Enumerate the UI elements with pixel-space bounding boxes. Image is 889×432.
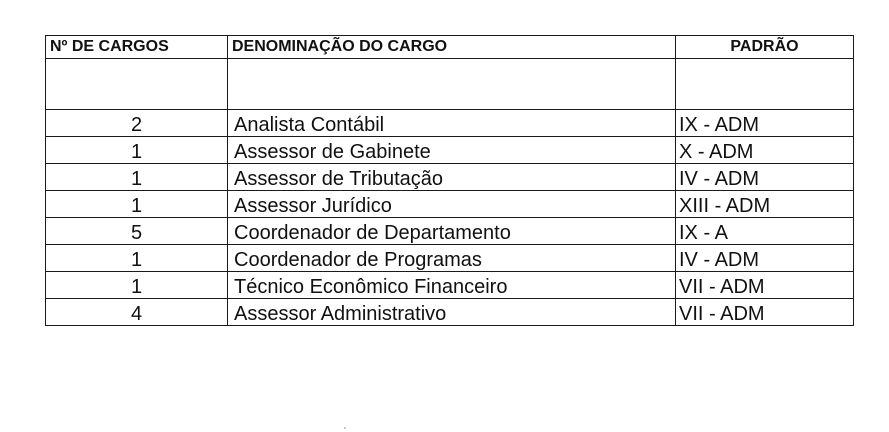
- quantity-cell: 2: [46, 110, 228, 137]
- table-row: [46, 218, 854, 245]
- table-row: [46, 110, 854, 137]
- header-row: [46, 36, 854, 59]
- denomination-cell: Assessor Jurídico: [228, 191, 676, 218]
- table-row: [46, 299, 854, 326]
- standard-cell: IV - ADM: [676, 245, 854, 272]
- scan-speck: [344, 427, 346, 429]
- denomination-cell: Assessor de Tributação: [228, 164, 676, 191]
- quantity-cell: 5: [46, 218, 228, 245]
- quantity-cell: 1: [46, 137, 228, 164]
- table-row: [46, 272, 854, 299]
- empty-row: [46, 59, 854, 110]
- denomination-cell: Coordenador de Departamento: [228, 218, 676, 245]
- quantity-cell: 1: [46, 272, 228, 299]
- standard-cell: IX - ADM: [676, 110, 854, 137]
- positions-table: [45, 35, 854, 326]
- quantity-cell: 1: [46, 245, 228, 272]
- quantity-cell: 4: [46, 299, 228, 326]
- denomination-cell: Analista Contábil: [228, 110, 676, 137]
- quantity-cell: 1: [46, 164, 228, 191]
- table-row: [46, 191, 854, 218]
- table-row: [46, 245, 854, 272]
- header-quantity: Nº DE CARGOS: [46, 36, 228, 59]
- header-denomination: DENOMINAÇÃO DO CARGO: [228, 36, 676, 59]
- denomination-cell: Técnico Econômico Financeiro: [228, 272, 676, 299]
- standard-cell: XIII - ADM: [676, 191, 854, 218]
- denomination-cell: Coordenador de Programas: [228, 245, 676, 272]
- denomination-cell: Assessor de Gabinete: [228, 137, 676, 164]
- empty-cell: [228, 59, 676, 110]
- table-row: [46, 137, 854, 164]
- empty-cell: [676, 59, 854, 110]
- header-standard: PADRÃO: [676, 36, 854, 59]
- standard-cell: IV - ADM: [676, 164, 854, 191]
- empty-cell: [46, 59, 228, 110]
- denomination-cell: Assessor Administrativo: [228, 299, 676, 326]
- standard-cell: IX - A: [676, 218, 854, 245]
- table-row: [46, 164, 854, 191]
- standard-cell: VII - ADM: [676, 272, 854, 299]
- standard-cell: X - ADM: [676, 137, 854, 164]
- quantity-cell: 1: [46, 191, 228, 218]
- standard-cell: VII - ADM: [676, 299, 854, 326]
